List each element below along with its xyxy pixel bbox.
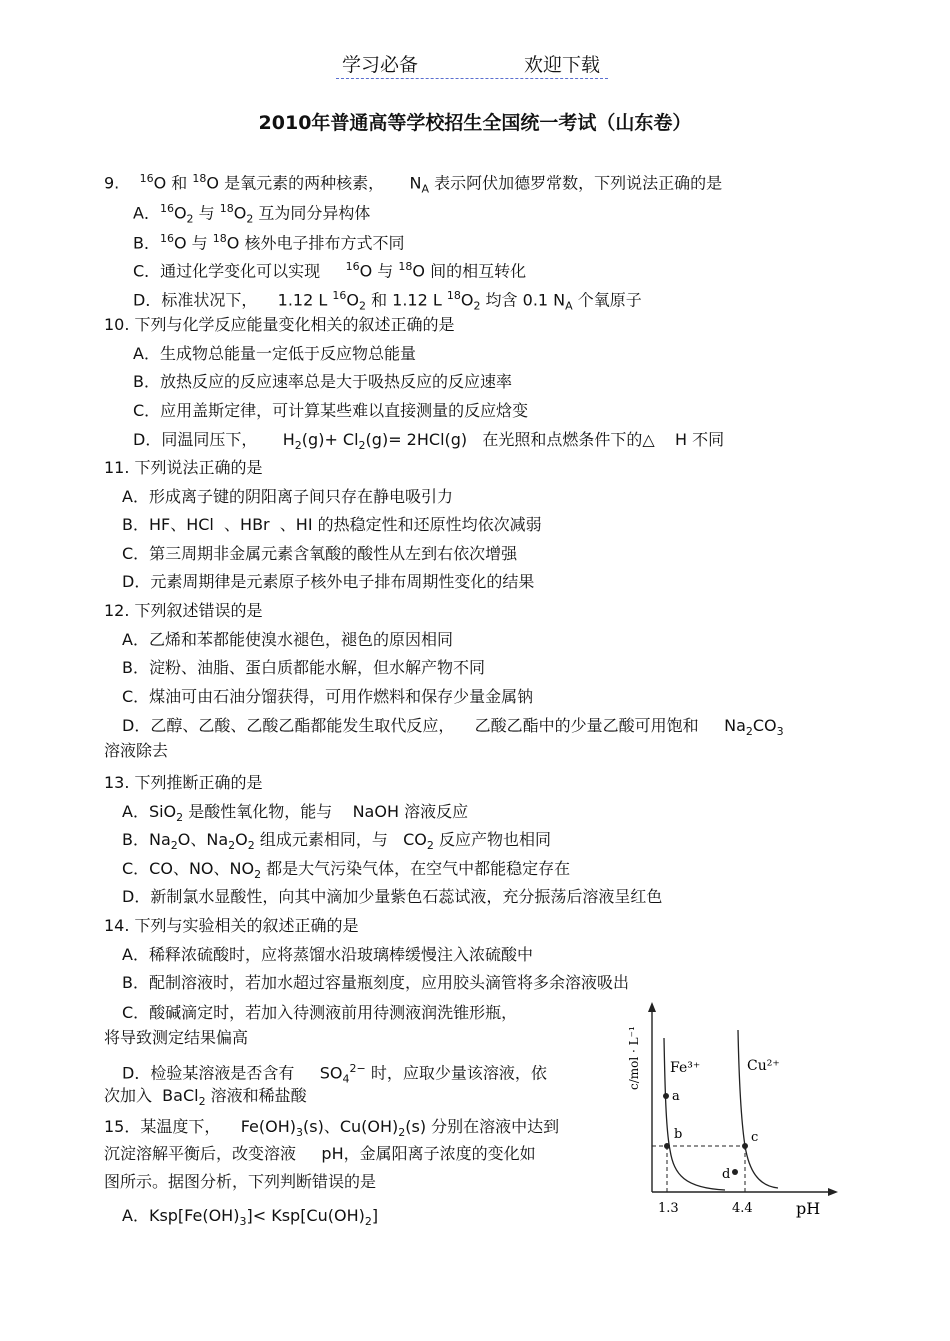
text-line: 将导致测定结果偏高	[104, 1028, 249, 1047]
y-axis-label: c/mol · L⁻¹	[627, 1026, 641, 1090]
point-d	[732, 1169, 738, 1175]
text-line: 图所示。据图分析，下列判断错误的是	[104, 1172, 377, 1191]
solubility-figure	[600, 1000, 850, 1230]
text-line: 14. 下列与实验相关的叙述正确的是	[104, 916, 359, 935]
text-line: D．同温同压下， $H_2(g)+ Cl_2(g)= 2HCl(g)$ 在光照和点燃条件下的△ H 不同	[133, 430, 725, 453]
text-line: C．第三周期非金属元素含氧酸的酸性从左到右依次增强	[122, 544, 518, 563]
text-line: 15．某温度下， $Fe(OH)_3(s)$、$Cu(OH)_2(s)$ 分别在溶液中达到	[104, 1117, 560, 1140]
text-line: D．乙醇、乙酸、乙酸乙酯都能发生取代反应， 乙酸乙酯中的少量乙酸可用饱和 $Na_2CO_3$	[122, 716, 784, 739]
point-c	[742, 1143, 748, 1149]
point-a	[663, 1093, 669, 1099]
text-line: A．稀释浓硫酸时，应将蒸馏水沿玻璃棒缓慢注入浓硫酸中	[122, 945, 533, 964]
text-line: B．配制溶液时，若加水超过容量瓶刻度，应用胶头滴管将多余溶液吸出	[122, 973, 629, 992]
text-line: B．放热反应的反应速率总是大于吸热反应的反应速率	[133, 372, 512, 391]
text-line: A．$Ksp[Fe(OH)_3]< Ksp[Cu(OH)_2]$	[122, 1206, 379, 1229]
text-line: C．CO、NO、$NO_2$ 都是大气污染气体，在空气中都能稳定存在	[122, 859, 571, 882]
text-line: A．乙烯和苯都能使溴水褪色，褪色的原因相同	[122, 630, 453, 649]
text-line: 10. 下列与化学反应能量变化相关的叙述正确的是	[104, 315, 455, 334]
text-line: A．$^{16}O_2$ 与 $^{18}O_2$ 互为同分异构体	[133, 202, 371, 226]
text-line: B．$^{16}$O 与 $^{18}$O 核外电子排布方式不同	[133, 232, 405, 253]
text-line: 11. 下列说法正确的是	[104, 458, 263, 477]
text-line: D．新制氯水显酸性，向其中滴加少量紫色石蕊试液，充分振荡后溶液呈红色	[122, 887, 663, 906]
page-header	[336, 48, 608, 79]
text-line: 溶液除去	[104, 741, 169, 760]
text-line: D．标准状况下， 1.12 L $^{16}O_2$ 和 1.12 L $^{18}O_2$ 均含 0.1 $N_A$ 个氧原子	[133, 289, 642, 313]
text-line: C．通过化学变化可以实现 $^{16}$O 与 $^{18}$O 间的相互转化	[133, 260, 527, 281]
text-line: C．煤油可由石油分馏获得，可用作燃料和保存少量金属钠	[122, 687, 534, 706]
text-line: C．酸碱滴定时，若加入待测液前用待测液润洗锥形瓶，	[122, 1003, 518, 1022]
text-line: B．淀粉、油脂、蛋白质都能水解，但水解产物不同	[122, 658, 485, 677]
label-fe: Fe³⁺	[670, 1060, 701, 1076]
text-line: D．检验某溶液是否含有 $SO_4^{2-}$ 时，应取少量该溶液，依	[122, 1062, 547, 1086]
header-right: 欢迎下载	[524, 54, 601, 76]
header-left: 学习必备	[342, 54, 419, 76]
label-d: d	[722, 1167, 731, 1182]
text-line: D．元素周期律是元素原子核外电子排布周期性变化的结果	[122, 572, 535, 591]
text-line: 沉淀溶解平衡后，改变溶液 pH，金属阳离子浓度的变化如	[104, 1144, 536, 1163]
text-line: A．SiO$_2$ 是酸性氧化物，能与 NaOH 溶液反应	[122, 802, 469, 825]
text-line: B．$Na_2O$、$Na_2O_2$ 组成元素相同，与 $CO_2$ 反应产物也相同	[122, 830, 551, 853]
text-line: 9. $^{16}$O 和 $^{18}$O 是氧元素的两种核素， $N_A$ 表示阿伏加德罗常数，下列说法正确的是	[104, 172, 723, 196]
x-axis-label: pH	[796, 1199, 821, 1218]
page-title: 2010年普通高等学校招生全国统一考试（山东卷）	[258, 112, 692, 134]
x-axis-arrow	[828, 1188, 838, 1196]
label-a: a	[672, 1089, 680, 1104]
text-line: A．形成离子键的阴阳离子间只存在静电吸引力	[122, 487, 453, 506]
text-line: C．应用盖斯定律，可计算某些难以直接测量的反应焓变	[133, 401, 529, 420]
label-cu: Cu²⁺	[747, 1058, 780, 1074]
x-tick-2: 4.4	[732, 1201, 753, 1216]
text-line: 13. 下列推断正确的是	[104, 773, 263, 792]
label-b: b	[674, 1127, 683, 1142]
x-tick-1: 1.3	[658, 1201, 679, 1216]
text-line: 12. 下列叙述错误的是	[104, 601, 263, 620]
point-b	[664, 1143, 670, 1149]
text-line: A．生成物总能量一定低于反应物总能量	[133, 344, 416, 363]
text-line: 次加入 BaCl$_2$ 溶液和稀盐酸	[104, 1086, 307, 1109]
curve-cu	[738, 1030, 778, 1188]
label-c: c	[751, 1130, 759, 1145]
text-line: B．HF、HCl 、HBr 、HI 的热稳定性和还原性均依次减弱	[122, 515, 542, 534]
y-axis-arrow	[648, 1002, 656, 1012]
